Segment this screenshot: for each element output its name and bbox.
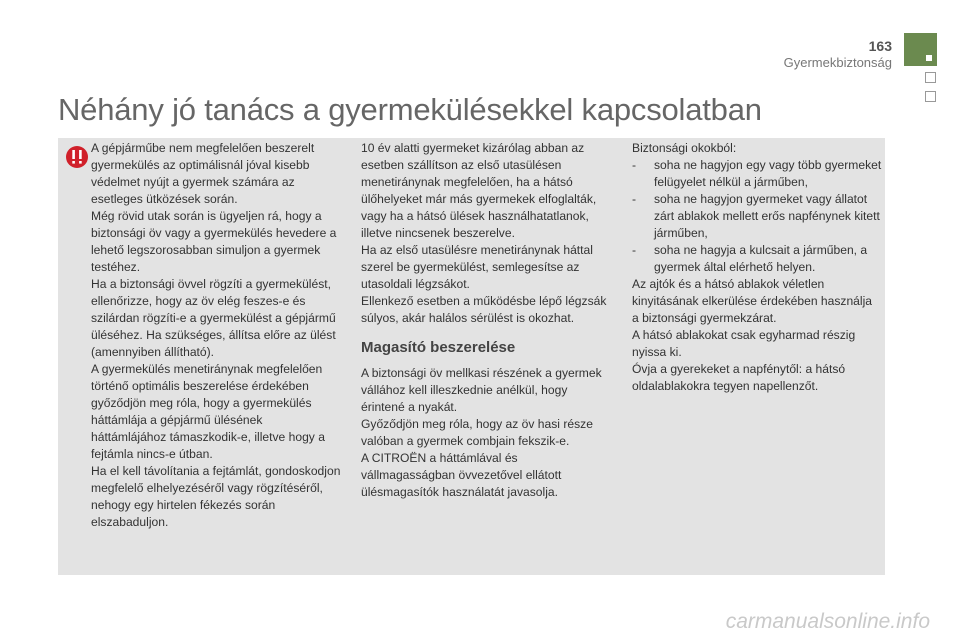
paragraph: A gépjárműbe nem megfelelően beszerelt gyermekülés az optimálisnál jóval kisebb védelmet nyújt a gyermek számára az esetleges ütközések során. (91, 141, 315, 206)
paragraph: 10 év alatti gyermeket kizárólag abban az esetben szállítson az első utasülésen menetiránynak megfelelően, ha a hátsó ülőhelyeket már más gyermekek elfoglalták, vagy ha a hátsó ülések használhatatlanok, illetve nincsenek beszerelve. (361, 141, 597, 240)
list-item (632, 157, 882, 191)
paragraph: Még rövid utak során is ügyeljen rá, hogy a biztonsági öv vagy a gyermekülés hevedere a lehető legszorosabban simuljon a gyermek testéhez. (91, 209, 337, 274)
column-middle (361, 140, 611, 501)
warning-icon (66, 146, 88, 168)
subheading-booster-seat: Magasító beszerelése (361, 339, 516, 356)
paragraph: Ellenkező esetben a működésbe lépő légzsák súlyos, akár halálos sérülést is okozhat. (361, 294, 607, 325)
paragraph: Ha a biztonsági övvel rögzíti a gyermekülést, ellenőrizze, hogy az öv elég feszes-e és szilárdan rögzíti-e a gyermekülést a gépjármű üléséhez. Ha szükséges, állítsa előre az ülést (amennyiben állítható). (91, 277, 336, 359)
paragraph: Ha az első utasülésre menetiránynak háttal szerel be gyermekülést, semlegesítse az utasoldali légzsákot. (361, 243, 593, 291)
paragraph: Biztonsági okokból: (632, 141, 737, 155)
section-title: Gyermekbiztonság (783, 55, 892, 70)
paragraph: Győződjön meg róla, hogy az öv hasi része valóban a gyermek combjain fekszik-e. (361, 417, 593, 448)
paragraph: A hátsó ablakokat csak egyharmad részig nyissa ki. (632, 328, 856, 359)
list-item-text: soha ne hagyjon gyermeket vagy állatot zárt ablakok mellett erős napfénynek kitett járműben, (654, 192, 880, 240)
tab-marker-icon (926, 55, 932, 61)
column-left (91, 140, 341, 531)
section-tab[interactable] (925, 91, 936, 102)
paragraph: Ha el kell távolítania a fejtámlát, gondoskodjon megfelelő elhelyezéséről vagy rögzítéséről, nehogy egy hirtelen fékezés során elszabaduljon. (91, 464, 341, 529)
column-right (632, 140, 882, 395)
list-dash: - (632, 243, 637, 257)
list-item (632, 191, 882, 242)
content-panel (58, 138, 885, 575)
watermark: carmanualsonline.info (725, 610, 930, 633)
list-dash: - (632, 158, 637, 172)
list-item-text: soha ne hagyja a kulcsait a járműben, a gyermek által elérhető helyen. (654, 243, 868, 274)
paragraph: Az ajtók és a hátsó ablakok véletlen kinyitásának elkerülése érdekében használja a biztonsági gyermekzárat. (632, 277, 873, 325)
section-tab-active[interactable] (904, 33, 937, 66)
paragraph: A biztonsági öv mellkasi részének a gyermek vállához kell illeszkednie anélkül, hogy érintené a nyakát. (361, 366, 602, 414)
list-item-text: soha ne hagyjon egy vagy több gyermeket felügyelet nélkül a járműben, (654, 158, 882, 189)
section-tab[interactable] (925, 72, 936, 83)
main-heading: Néhány jó tanács a gyermekülésekkel kapcsolatban (58, 92, 762, 127)
list-dash: - (632, 192, 637, 206)
page-number: 163 (868, 38, 892, 54)
list-item (632, 242, 882, 276)
paragraph: A CITROËN a háttámlával és vállmagasságban övvezetővel ellátott ülésmagasítók használatát javasolja. (361, 451, 562, 499)
paragraph: Óvja a gyerekeket a napfénytől: a hátsó oldalablakokra tegyen napellenzőt. (632, 362, 846, 393)
paragraph: A gyermekülés menetiránynak megfelelően történő optimális beszerelése érdekében győződjön meg róla, hogy a gyermekülés háttámlája a gépjármű ülésének háttámlájához támaszkodik-e, illetve hogy a fejtámla nincs-e útban. (91, 362, 325, 461)
